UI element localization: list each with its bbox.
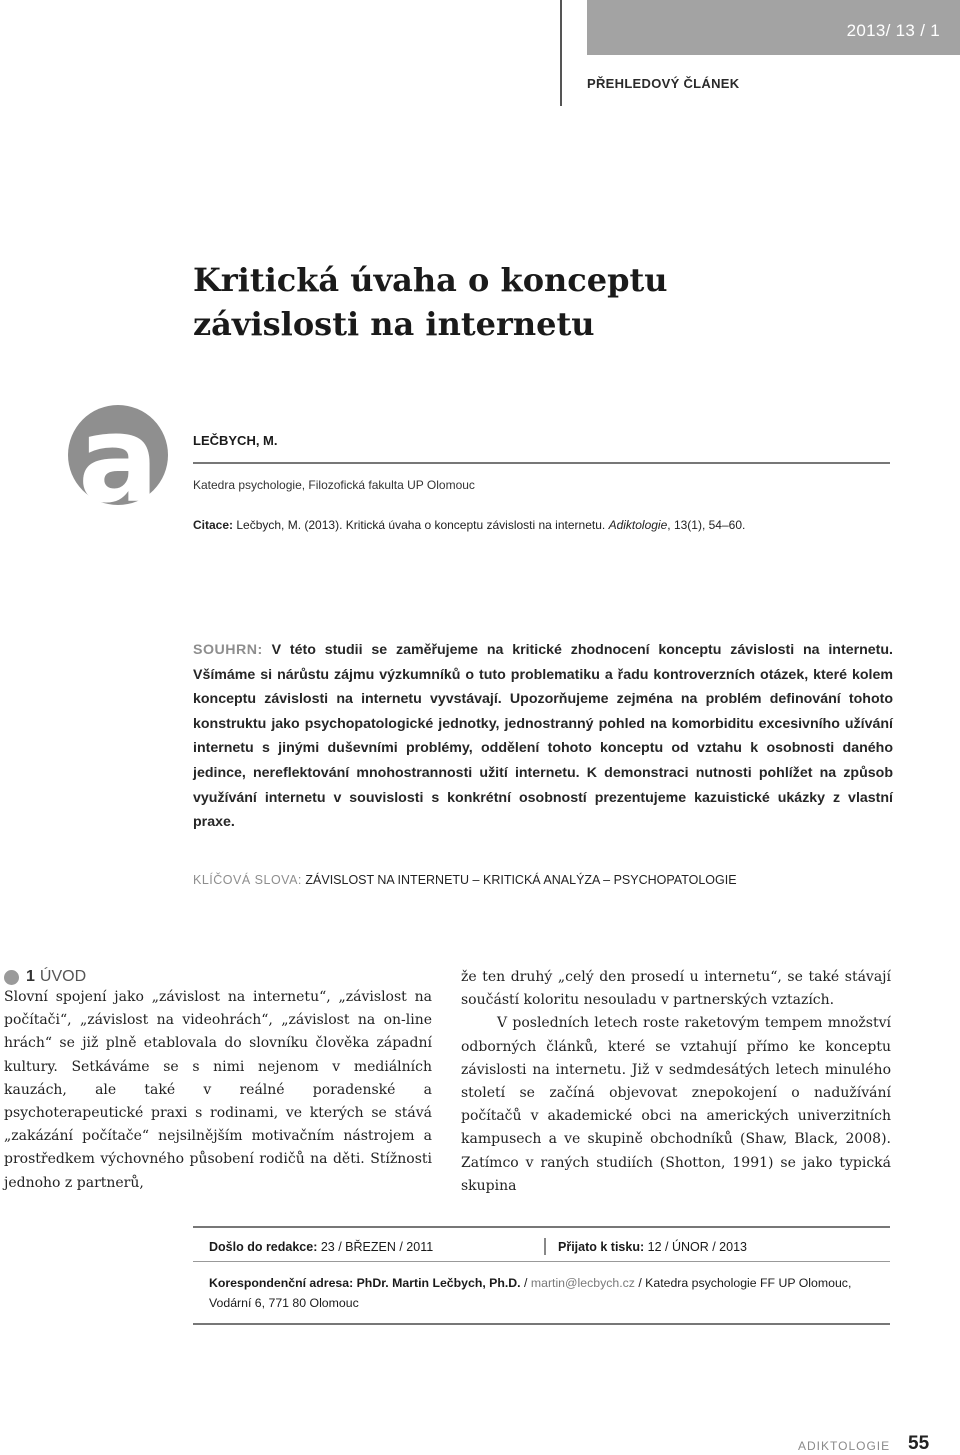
keywords-label: KLÍČOVÁ SLOVA: (193, 873, 302, 887)
paragraph: V posledních letech roste raketovým tempem množství odborných článků, které se vztahují přímo ke konceptu závislosti na internetu. Již v sedmdesátých letech minulého století se začíná objevovat znepokojení o nadužívání počítačů v akademické obci na amerických univerzitních kampusech a ve skupině obchodníků (Shaw, Black, 2008). Zatímco v raných studiích (Shotton, 1991) se jako typická skupina (461, 1015, 891, 1194)
header-divider (560, 0, 562, 106)
correspondence-address: Vodární 6, 771 80 Olomouc (209, 1296, 359, 1310)
received-value: 23 / BŘEZEN / 2011 (320, 1240, 434, 1254)
citation-label: Citace: (193, 518, 234, 532)
keywords-text: ZÁVISLOST NA INTERNETU – KRITICKÁ ANALÝZA – PSYCHOPATOLOGIE (305, 873, 737, 887)
accepted-label: Přijato k tisku: (558, 1240, 645, 1254)
article-title-line-1: Kritická úvaha o konceptu (193, 261, 668, 299)
body-column-left (4, 986, 432, 1195)
correspondence-name: PhDr. Martin Lečbych, Ph.D. (356, 1276, 521, 1290)
divider (193, 462, 890, 464)
received-date (209, 1240, 433, 1254)
article-title-line-2: závislosti na internetu (193, 305, 595, 343)
accepted-value: 12 / ÚNOR / 2013 (647, 1240, 747, 1254)
affiliation: Katedra psychologie, Filozofická fakulta UP Olomouc (193, 478, 475, 492)
section-number: 1 (26, 968, 35, 985)
citation-tail: , 13(1), 54–60. (667, 518, 746, 532)
paragraph: že ten druhý „celý den prosedí u internetu“, se také stávají součástí koloritu nesouladu v partnerských vztazích. (461, 969, 891, 1009)
citation-journal: Adiktologie (608, 518, 668, 532)
paragraph: Slovní spojení jako „závislost na internetu“, „závislost na počítači“, „závislost na videohrách“, „závislost na on-line hrách“ se již plně etablovala do slovníku člověka západní kultury. Setkáváme se s nimi nejenom v mediálních kauzách, ale také v reálné poradenské a psychoterapeutické praxi s rodinami, ve kterých se stává „zakázání počítače“ nejsilnějším motivačním nástrojem a prostředkem výchovného působení rodičů na děti. Stížnosti jednoho z partnerů, (4, 989, 432, 1191)
accepted-date (558, 1240, 747, 1254)
citation-text: Lečbych, M. (2013). Kritická úvaha o konceptu závislosti na internetu. (236, 518, 606, 532)
journal-name: ADIKTOLOGIE (798, 1439, 891, 1453)
section-title: ÚVOD (39, 968, 87, 985)
body-column-right (461, 966, 891, 1198)
abstract-label: SOUHRN: (193, 642, 263, 658)
journal-logo (62, 405, 170, 505)
page-number: 55 (908, 1433, 930, 1454)
divider (544, 1238, 546, 1255)
section-heading (4, 968, 86, 986)
issue-number: 2013/ 13 / 1 (587, 0, 960, 55)
citation (193, 518, 745, 532)
section-bullet-icon (4, 970, 19, 985)
correspondence (209, 1273, 879, 1313)
abstract (193, 638, 893, 835)
keywords (193, 873, 737, 887)
correspondence-dept: / Katedra psychologie FF UP Olomouc, (634, 1276, 852, 1290)
separator: / (520, 1276, 531, 1290)
correspondence-label: Korespondenční adresa: (209, 1276, 354, 1290)
abstract-text: V této studii se zaměřujeme na kritické zhodnocení konceptu závislosti na internetu. Všímáme si nárůstu zájmu výzkumníků o tuto problematiku a řadu kontroverzních otázek, které kolem konceptu závislosti na internetu vyvstávají. Upozorňujeme zejména na problém definování tohoto konstruktu jako psychopatologické jednotky, jednostranný pohled na komorbiditu excesivního užívání internetu s jinými duševními problémy, oddělení tohoto konceptu od vztahu k osobnosti daného jedince, nereflektování mnohostrannosti užití internetu. K demonstraci nutnosti pohlížet na způsob využívání internetu v souvislosti s konkrétní osobností prezentujeme kazuistické ukázky z vlastní praxe. (193, 642, 893, 831)
received-label: Došlo do redakce: (209, 1240, 318, 1254)
logo-letter: a (78, 405, 159, 505)
article-type: PŘEHLEDOVÝ ČLÁNEK (587, 76, 740, 91)
divider (193, 1261, 890, 1262)
author: LEČBYCH, M. (193, 433, 278, 448)
article-title (193, 258, 873, 346)
divider (193, 1226, 890, 1228)
email-link[interactable]: martin@lecbych.cz (530, 1276, 635, 1290)
divider (193, 1323, 890, 1325)
